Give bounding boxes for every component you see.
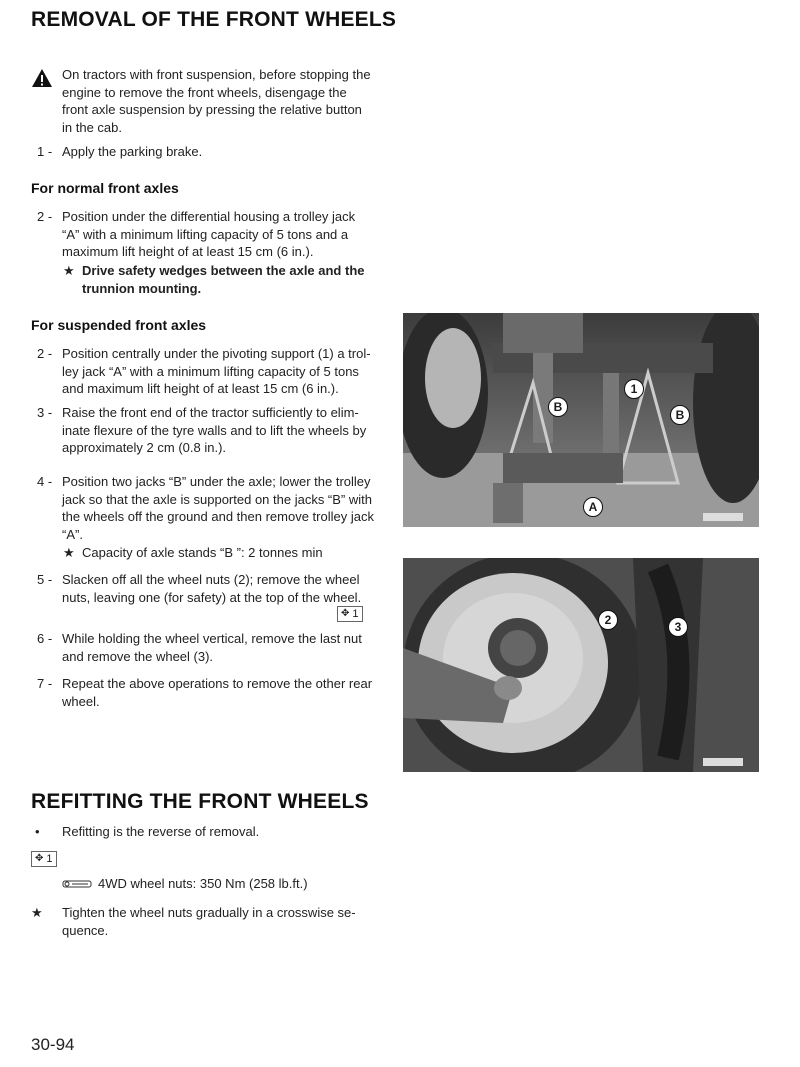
note-line: quence. (62, 922, 109, 938)
step-number: 7 - (37, 676, 53, 691)
warning-line: in the cab. (62, 119, 122, 135)
crosshair-icon: ✥ (341, 608, 350, 619)
bullet-icon: • (35, 824, 40, 839)
step-text (62, 630, 362, 665)
section-heading: For suspended front axles (31, 317, 207, 333)
step-line: Raise the front end of the tractor sufficiently to elim- (62, 405, 359, 420)
figure-reference (337, 606, 363, 622)
figure-ref-number: 1 (46, 853, 53, 865)
note-text (82, 262, 365, 297)
callout-1: 1 (624, 379, 644, 399)
step-text: Apply the parking brake. (62, 144, 203, 159)
star-icon: ★ (31, 905, 43, 920)
torque-spec: 4WD wheel nuts: 350 Nm (258 lb.ft.) (98, 876, 308, 891)
step-text (62, 345, 371, 398)
warning-line: On tractors with front suspension, before stopping the (62, 67, 371, 82)
axle-jack-photo (403, 313, 759, 527)
step-line: the wheels off the ground and then remove trolley jack (62, 509, 374, 524)
callout-a: A (583, 497, 603, 517)
step-text (62, 473, 374, 543)
page-number: 30-94 (31, 1035, 75, 1054)
star-icon: ★ (63, 263, 75, 278)
step-line: jack so that the axle is supported on the jacks “B” with (62, 491, 372, 507)
warning-text (62, 66, 371, 136)
step-line: approximately 2 cm (0.8 in.). (62, 440, 227, 455)
figure-reference (31, 851, 57, 867)
callout-2: 2 (598, 610, 618, 630)
step-line: “A”. (62, 526, 83, 542)
step-line: Position centrally under the pivoting support (1) a trol- (62, 346, 371, 361)
step-line: and remove the wheel (3). (62, 648, 214, 664)
step-line: maximum lift height of at least 15 cm (6 in.). (62, 244, 314, 259)
warning-icon (31, 68, 53, 88)
step-line: nuts, leaving one (for safety) at the top of the wheel. (62, 589, 362, 605)
callout-3: 3 (668, 617, 688, 637)
note-line: Tighten the wheel nuts gradually in a crosswise se- (62, 905, 356, 920)
bullet-text: Refitting is the reverse of removal. (62, 824, 260, 839)
figure-ref-number: 1 (352, 608, 359, 620)
note-text: Capacity of axle stands “B ”: 2 tonnes min (82, 545, 323, 560)
step-number: 4 - (37, 474, 53, 489)
step-line: “A” with a minimum lifting capacity of 5 tons and a (62, 226, 349, 242)
step-number: 3 - (37, 405, 53, 420)
page-title: REMOVAL OF THE FRONT WHEELS (31, 8, 397, 31)
step-text (62, 208, 355, 261)
step-number: 2 - (37, 346, 53, 361)
step-line: Position under the differential housing a trolley jack (62, 209, 356, 224)
step-text (62, 404, 366, 457)
callout-b-left: B (548, 397, 568, 417)
crosshair-icon: ✥ (35, 853, 44, 864)
step-text (62, 675, 372, 710)
note-text (62, 904, 356, 939)
step-line: inate flexure of the tyre walls and to lift the wheels by (62, 422, 367, 438)
step-line: wheel. (62, 693, 100, 709)
section-heading: For normal front axles (31, 180, 179, 196)
step-line: and maximum lift height of at least 15 cm (6 in.). (62, 381, 339, 396)
section-title: REFITTING THE FRONT WHEELS (31, 790, 369, 813)
step-line: Position two jacks “B” under the axle; lower the trolley (62, 474, 371, 489)
step-line: ley jack “A” with a minimum lifting capacity of 5 tons (62, 363, 359, 379)
step-line: Slacken off all the wheel nuts (2); remove the wheel (62, 572, 360, 587)
torque-wrench-icon (62, 877, 92, 889)
step-number: 1 - (37, 144, 53, 159)
step-line: Repeat the above operations to remove the other rear (62, 676, 373, 691)
step-number: 5 - (37, 572, 53, 587)
star-icon: ★ (63, 545, 75, 560)
step-text (62, 571, 361, 606)
note-line: Drive safety wedges between the axle and the (82, 263, 365, 278)
step-line: While holding the wheel vertical, remove the last nut (62, 631, 362, 646)
callout-b-right: B (670, 405, 690, 425)
warning-line: front axle suspension by pressing the relative button (62, 102, 362, 117)
wheel-removal-photo (403, 558, 759, 772)
warning-line: engine to remove the front wheels, disengage the (62, 84, 347, 100)
step-number: 2 - (37, 209, 53, 224)
step-number: 6 - (37, 631, 53, 646)
note-line: trunnion mounting. (82, 280, 202, 296)
